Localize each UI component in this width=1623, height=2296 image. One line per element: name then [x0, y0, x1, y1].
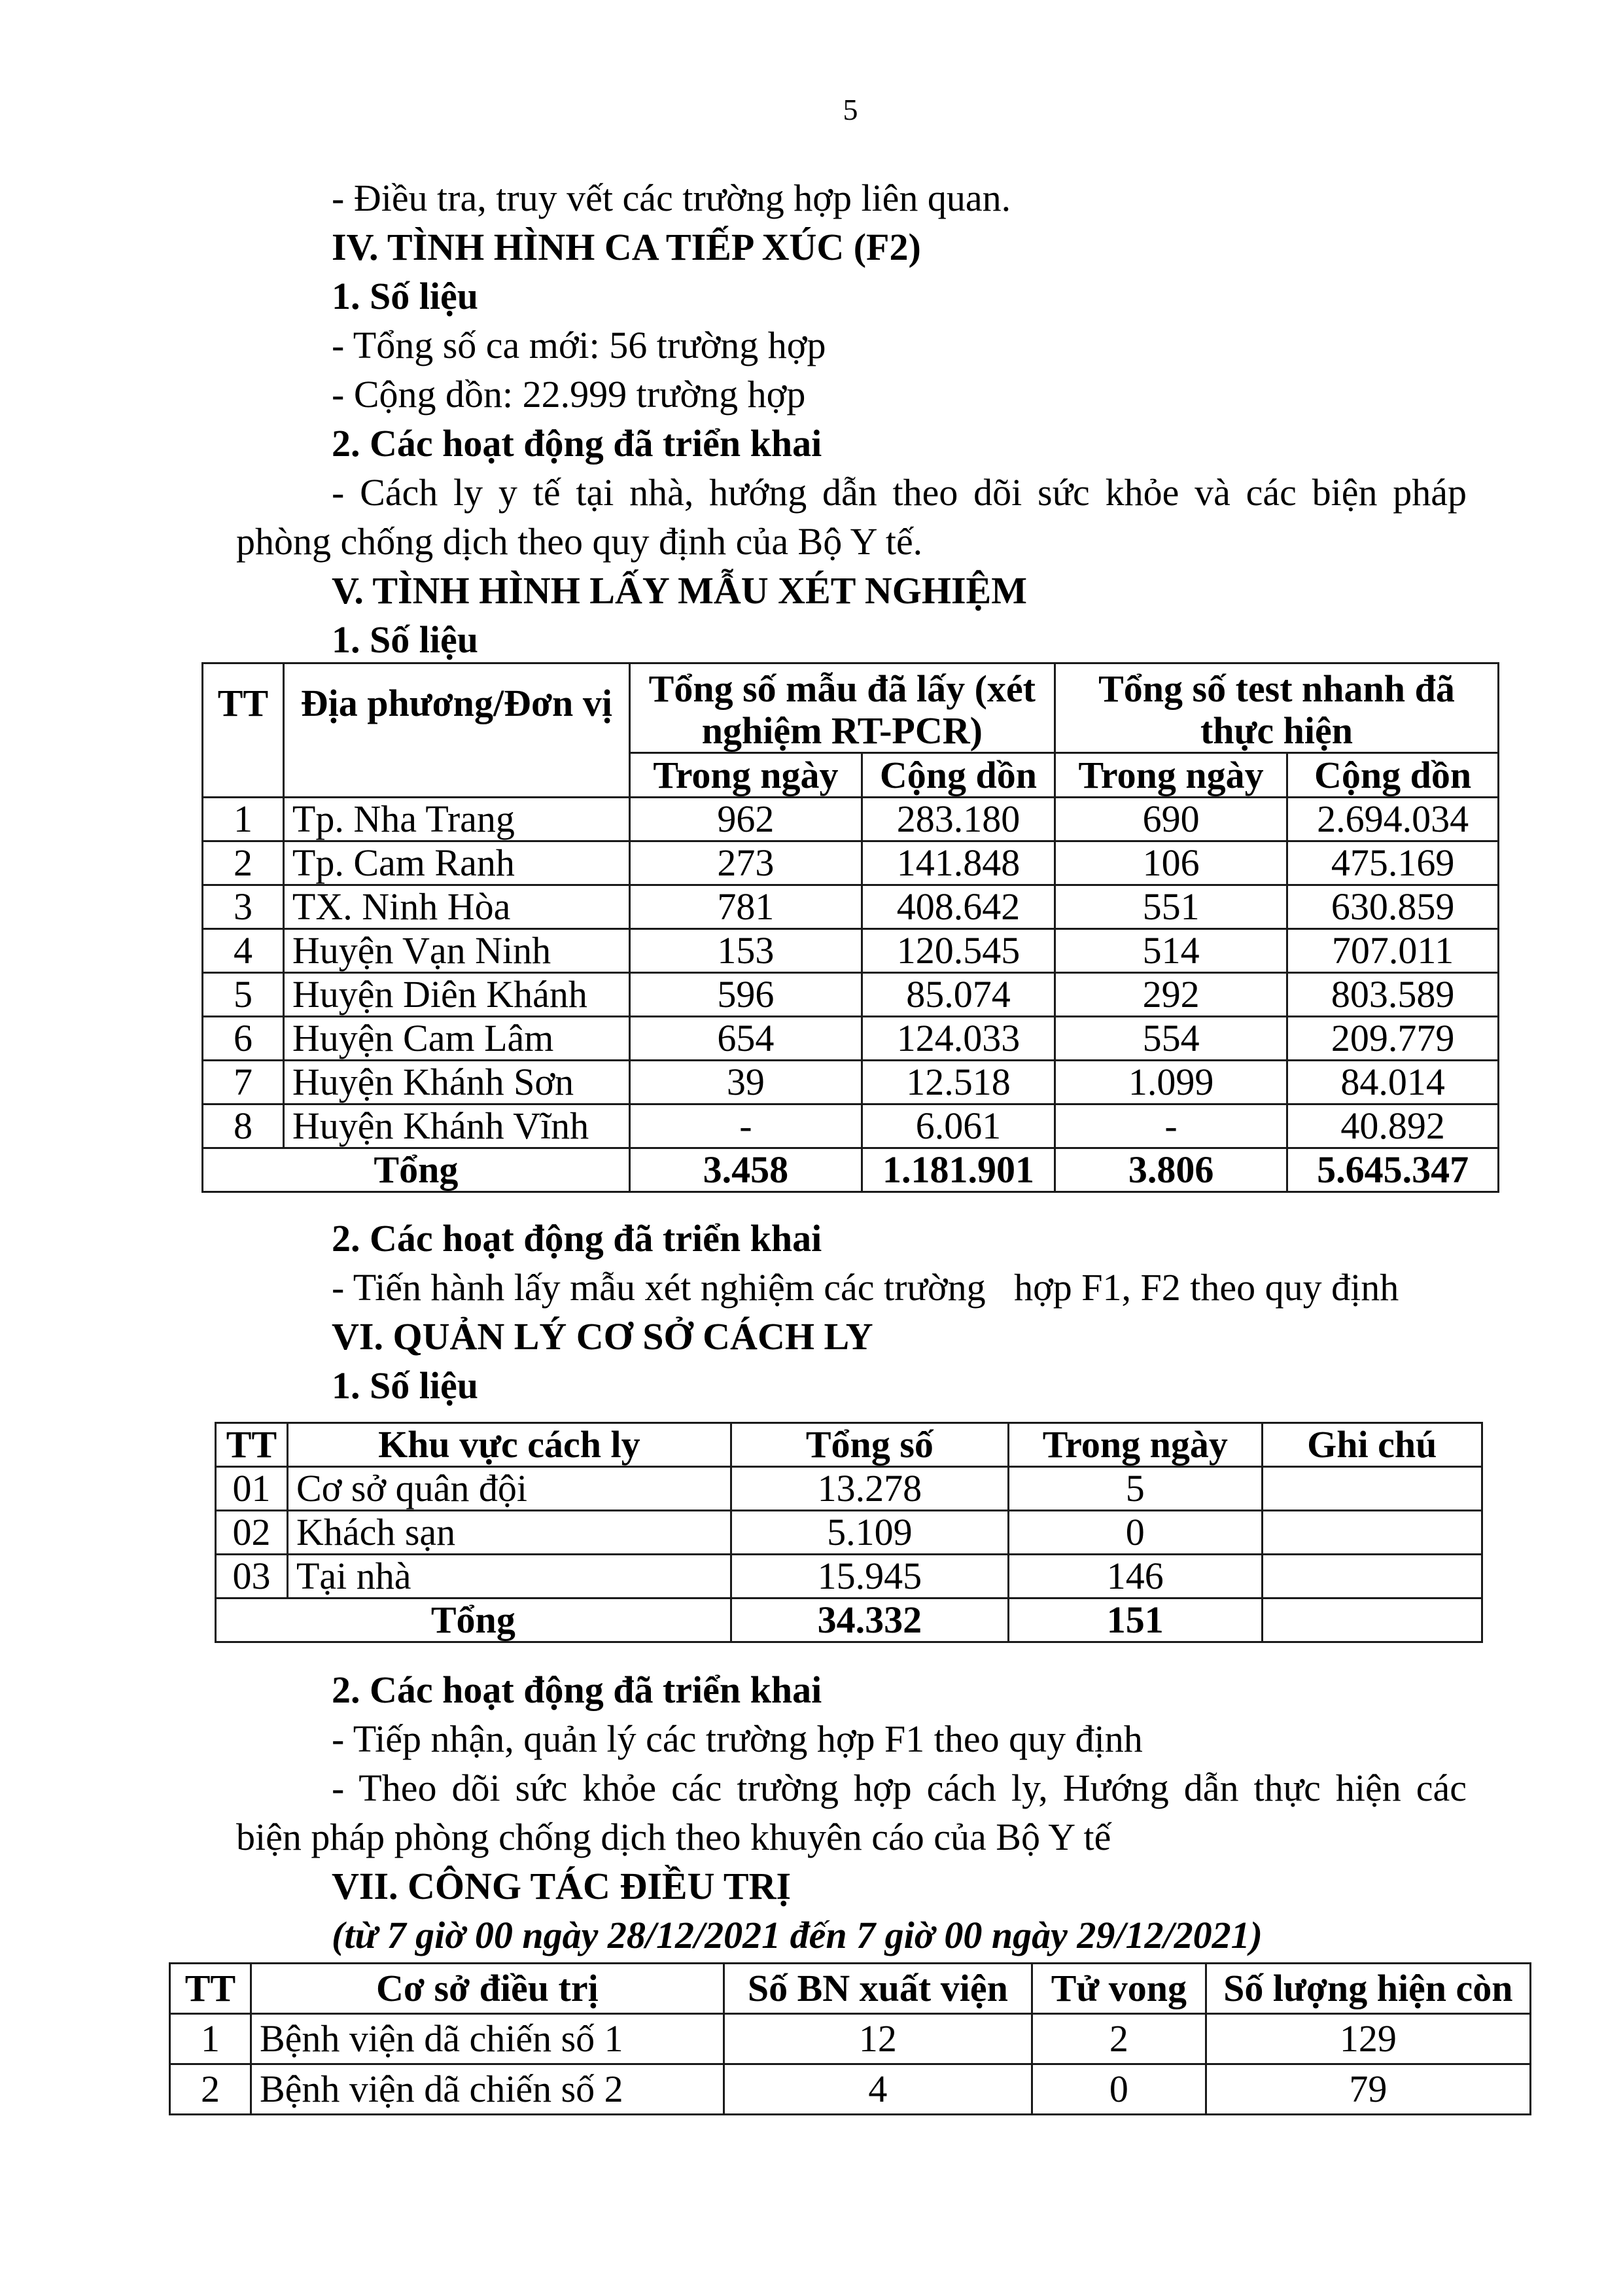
f2-activity-line-1: - Cách ly y tế tại nhà, hướng dẫn theo dõi sức khỏe và các biện pháp: [332, 471, 1467, 514]
row-discharged: 4: [724, 2064, 1032, 2115]
col-tt: TT: [216, 1423, 288, 1467]
section-vii-heading: VII. CÔNG TÁC ĐIỀU TRỊ: [332, 1865, 792, 1907]
col-group-pcr: Tổng số mẫu đã lấy (xét nghiệm RT-PCR): [629, 663, 1055, 753]
col-unit: Địa phương/Đơn vị: [283, 663, 629, 798]
row-area: Cơ sở quân đội: [287, 1467, 731, 1511]
col-facility: Cơ sở điều trị: [251, 1964, 724, 2014]
testing-table-row: [203, 798, 1499, 841]
total-note: [1262, 1598, 1482, 1642]
total-label: Tổng: [216, 1598, 731, 1642]
row-area: Tại nhà: [287, 1555, 731, 1598]
row-pcr-day: 962: [629, 798, 862, 841]
total-label: Tổng: [203, 1148, 630, 1192]
row-day: 0: [1009, 1511, 1262, 1555]
row-rapid-cum: 40.892: [1287, 1104, 1499, 1148]
row-note: [1262, 1467, 1482, 1511]
row-tt: 2: [170, 2064, 251, 2115]
row-rapid-day: 690: [1055, 798, 1287, 841]
total-count: 34.332: [731, 1598, 1008, 1642]
section-vi-subheading-data: 1. Số liệu: [332, 1364, 478, 1407]
bullet-investigation: - Điều tra, truy vết các trường hợp liên quan.: [332, 177, 1011, 219]
row-rapid-day: 1.099: [1055, 1061, 1287, 1104]
section-vi-vii-block: [236, 1665, 1467, 1960]
row-unit: Huyện Cam Lâm: [283, 1017, 629, 1061]
col-rapid-cum: Cộng dồn: [1287, 753, 1499, 798]
row-tt: 01: [216, 1467, 288, 1511]
testing-activity: - Tiến hành lấy mẫu xét nghiệm các trường hợp F1, F2 theo quy định: [332, 1266, 1399, 1309]
row-unit: Huyện Khánh Vĩnh: [283, 1104, 629, 1148]
testing-table-row: [203, 1104, 1499, 1148]
row-rapid-cum: 475.169: [1287, 841, 1499, 885]
row-rapid-day: 292: [1055, 973, 1287, 1017]
row-tt: 7: [203, 1061, 284, 1104]
row-unit: Huyện Vạn Ninh: [283, 929, 629, 973]
row-tt: 03: [216, 1555, 288, 1598]
row-total: 15.945: [731, 1555, 1008, 1598]
row-pcr-cum: 124.033: [862, 1017, 1055, 1061]
row-rapid-cum: 707.011: [1287, 929, 1499, 973]
quarantine-activity-2-line-2: biện pháp phòng chống dịch theo khuyên cáo của Bộ Y tế: [236, 1816, 1111, 1858]
total-rapid-cum: 5.645.347: [1287, 1148, 1499, 1192]
quarantine-table-row: [216, 1555, 1482, 1598]
f2-activity-line-2: phòng chống dịch theo quy định của Bộ Y tế.: [236, 520, 923, 563]
row-rapid-cum: 803.589: [1287, 973, 1499, 1017]
row-pcr-cum: 6.061: [862, 1104, 1055, 1148]
treatment-table-row: [170, 2064, 1531, 2115]
total-pcr-day: 3.458: [629, 1148, 862, 1192]
section-iv-heading: IV. TÌNH HÌNH CA TIẾP XÚC (F2): [332, 226, 921, 268]
total-pcr-cum: 1.181.901: [862, 1148, 1055, 1192]
row-tt: 3: [203, 885, 284, 929]
section-vii-period: (từ 7 giờ 00 ngày 28/12/2021 đến 7 giờ 00 ngày 29/12/2021): [332, 1914, 1263, 1956]
row-rapid-day: 514: [1055, 929, 1287, 973]
row-tt: 8: [203, 1104, 284, 1148]
row-pcr-cum: 283.180: [862, 798, 1055, 841]
col-note: Ghi chú: [1262, 1423, 1482, 1467]
row-note: [1262, 1555, 1482, 1598]
row-total: 13.278: [731, 1467, 1008, 1511]
quarantine-activity-1: - Tiếp nhận, quản lý các trường hợp F1 theo quy định: [332, 1718, 1143, 1760]
col-current: Số lượng hiện còn: [1206, 1964, 1530, 2014]
col-group-rapid: Tổng số test nhanh đã thực hiện: [1055, 663, 1498, 753]
row-current: 129: [1206, 2014, 1530, 2064]
total-day: 151: [1009, 1598, 1262, 1642]
section-v-subheading-activities: 2. Các hoạt động đã triển khai: [332, 1217, 822, 1260]
row-tt: 5: [203, 973, 284, 1017]
quarantine-table: [215, 1422, 1483, 1643]
testing-total-row: [203, 1148, 1499, 1192]
col-rapid-day: Trong ngày: [1055, 753, 1287, 798]
col-day: Trong ngày: [1009, 1423, 1262, 1467]
col-pcr-day: Trong ngày: [629, 753, 862, 798]
row-unit: Huyện Diên Khánh: [283, 973, 629, 1017]
row-area: Khách sạn: [287, 1511, 731, 1555]
testing-table-row: [203, 1061, 1499, 1104]
row-unit: Tp. Nha Trang: [283, 798, 629, 841]
row-rapid-day: 106: [1055, 841, 1287, 885]
section-v-subheading-data: 1. Số liệu: [332, 618, 478, 661]
row-current: 79: [1206, 2064, 1530, 2115]
col-tt: TT: [170, 1964, 251, 2014]
row-note: [1262, 1511, 1482, 1555]
row-unit: Huyện Khánh Sơn: [283, 1061, 629, 1104]
row-pcr-day: 39: [629, 1061, 862, 1104]
row-unit: Tp. Cam Ranh: [283, 841, 629, 885]
row-pcr-cum: 85.074: [862, 973, 1055, 1017]
testing-table-row: [203, 841, 1499, 885]
section-iv-block: [236, 173, 1467, 664]
row-rapid-cum: 630.859: [1287, 885, 1499, 929]
row-rapid-day: -: [1055, 1104, 1287, 1148]
row-facility: Bệnh viện dã chiến số 2: [251, 2064, 724, 2115]
row-rapid-cum: 84.014: [1287, 1061, 1499, 1104]
section-vi-heading: VI. QUẢN LÝ CƠ SỞ CÁCH LY: [332, 1315, 873, 1358]
testing-table: [201, 662, 1499, 1193]
quarantine-total-row: [216, 1598, 1482, 1642]
page-number: 5: [843, 93, 858, 126]
treatment-table: [169, 1962, 1531, 2115]
row-discharged: 12: [724, 2014, 1032, 2064]
row-rapid-cum: 209.779: [1287, 1017, 1499, 1061]
treatment-table-row: [170, 2014, 1531, 2064]
row-tt: 2: [203, 841, 284, 885]
row-pcr-day: 654: [629, 1017, 862, 1061]
section-v-heading: V. TÌNH HÌNH LẤY MẪU XÉT NGHIỆM: [332, 569, 1027, 612]
testing-table-row: [203, 929, 1499, 973]
row-deaths: 2: [1032, 2014, 1206, 2064]
f2-cumulative: - Cộng dồn: 22.999 trường hợp: [332, 373, 806, 415]
row-tt: 1: [170, 2014, 251, 2064]
col-total: Tổng số: [731, 1423, 1008, 1467]
row-rapid-day: 551: [1055, 885, 1287, 929]
row-pcr-day: -: [629, 1104, 862, 1148]
row-pcr-day: 596: [629, 973, 862, 1017]
row-day: 146: [1009, 1555, 1262, 1598]
row-tt: 4: [203, 929, 284, 973]
row-unit: TX. Ninh Hòa: [283, 885, 629, 929]
row-total: 5.109: [731, 1511, 1008, 1555]
row-tt: 02: [216, 1511, 288, 1555]
section-iv-subheading-data: 1. Số liệu: [332, 275, 478, 317]
testing-table-row: [203, 973, 1499, 1017]
col-discharged: Số BN xuất viện: [724, 1964, 1032, 2014]
row-deaths: 0: [1032, 2064, 1206, 2115]
row-pcr-day: 781: [629, 885, 862, 929]
col-pcr-cum: Cộng dồn: [862, 753, 1055, 798]
quarantine-table-row: [216, 1467, 1482, 1511]
row-pcr-cum: 141.848: [862, 841, 1055, 885]
quarantine-activity-2-line-1: - Theo dõi sức khỏe các trường hợp cách ly, Hướng dẫn thực hiện các: [332, 1767, 1467, 1809]
row-tt: 1: [203, 798, 284, 841]
section-v-vi-block: [236, 1214, 1467, 1410]
row-rapid-day: 554: [1055, 1017, 1287, 1061]
row-pcr-cum: 408.642: [862, 885, 1055, 929]
row-rapid-cum: 2.694.034: [1287, 798, 1499, 841]
testing-table-row: [203, 1017, 1499, 1061]
row-pcr-day: 273: [629, 841, 862, 885]
col-tt: TT: [203, 663, 284, 798]
row-day: 5: [1009, 1467, 1262, 1511]
section-iv-subheading-activities: 2. Các hoạt động đã triển khai: [332, 422, 822, 465]
section-vi-subheading-activities: 2. Các hoạt động đã triển khai: [332, 1669, 822, 1711]
row-facility: Bệnh viện dã chiến số 1: [251, 2014, 724, 2064]
col-area: Khu vực cách ly: [287, 1423, 731, 1467]
row-pcr-cum: 12.518: [862, 1061, 1055, 1104]
row-pcr-day: 153: [629, 929, 862, 973]
total-rapid-day: 3.806: [1055, 1148, 1287, 1192]
col-deaths: Tử vong: [1032, 1964, 1206, 2014]
row-pcr-cum: 120.545: [862, 929, 1055, 973]
testing-table-row: [203, 885, 1499, 929]
f2-new-cases: - Tổng số ca mới: 56 trường hợp: [332, 324, 826, 366]
row-tt: 6: [203, 1017, 284, 1061]
quarantine-table-row: [216, 1511, 1482, 1555]
